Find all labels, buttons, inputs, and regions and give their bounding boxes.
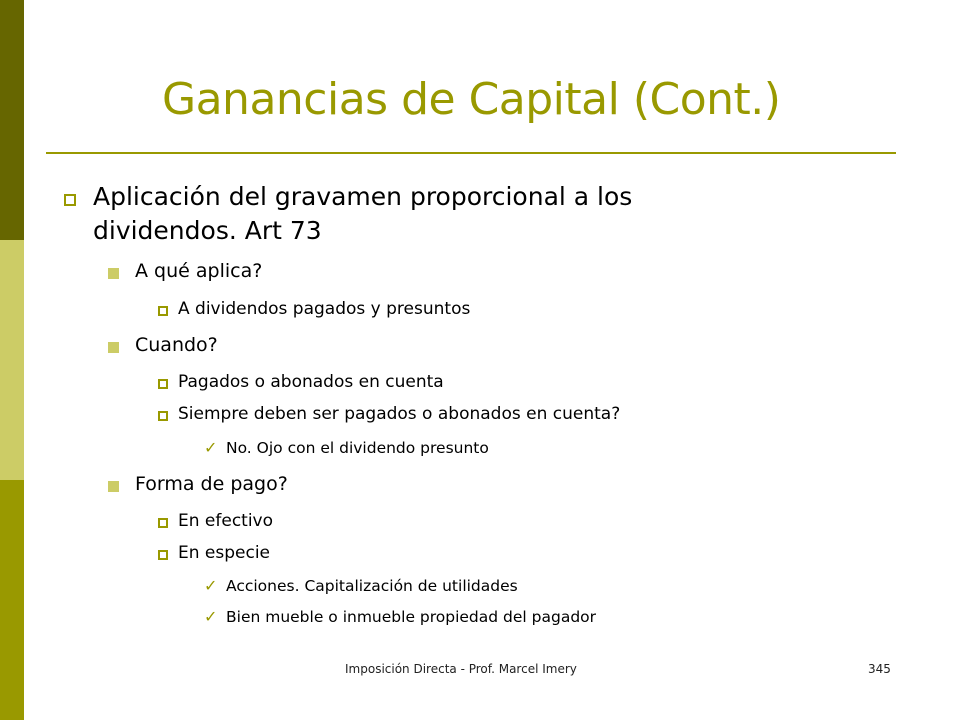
sub-bullet-cuando: Cuando? (135, 334, 218, 356)
hollow-square-icon (158, 518, 168, 528)
sub-item-efectivo: En efectivo (178, 511, 274, 531)
checkmark-icon: ✓ (204, 576, 218, 595)
footer-text: Imposición Directa - Prof. Marcel Imery (345, 662, 577, 676)
main-bullet-line-2: dividendos. Art 73 (93, 216, 322, 245)
side-bar-middle (0, 240, 24, 480)
hollow-square-icon (64, 194, 76, 206)
main-bullet-line-1: Aplicación del gravamen proporcional a los (93, 182, 633, 211)
page-number: 345 (868, 662, 891, 676)
hollow-square-icon (158, 306, 168, 316)
check-item-no-ojo: No. Ojo con el dividendo presunto (226, 439, 489, 457)
sub-bullet-que-aplica: A qué aplica? (135, 260, 263, 282)
sub-item-pagados: Pagados o abonados en cuenta (178, 372, 444, 392)
hollow-square-icon (158, 550, 168, 560)
solid-square-icon (108, 268, 119, 279)
title-divider (46, 152, 896, 154)
side-bar-bottom (0, 480, 24, 720)
side-bar-top (0, 0, 24, 240)
solid-square-icon (108, 481, 119, 492)
check-item-bien-mueble: Bien mueble o inmueble propiedad del pagador (226, 608, 597, 626)
sub-item-dividendos: A dividendos pagados y presuntos (178, 299, 471, 319)
slide-title: Ganancias de Capital (Cont.) (162, 74, 781, 125)
hollow-square-icon (158, 379, 168, 389)
sub-bullet-forma-pago: Forma de pago? (135, 473, 288, 495)
hollow-square-icon (158, 411, 168, 421)
sub-item-especie: En especie (178, 543, 271, 563)
sub-item-siempre: Siempre deben ser pagados o abonados en cuenta? (178, 404, 621, 424)
checkmark-icon: ✓ (204, 607, 218, 626)
solid-square-icon (108, 342, 119, 353)
checkmark-icon: ✓ (204, 438, 218, 457)
check-item-acciones: Acciones. Capitalización de utilidades (226, 577, 518, 595)
